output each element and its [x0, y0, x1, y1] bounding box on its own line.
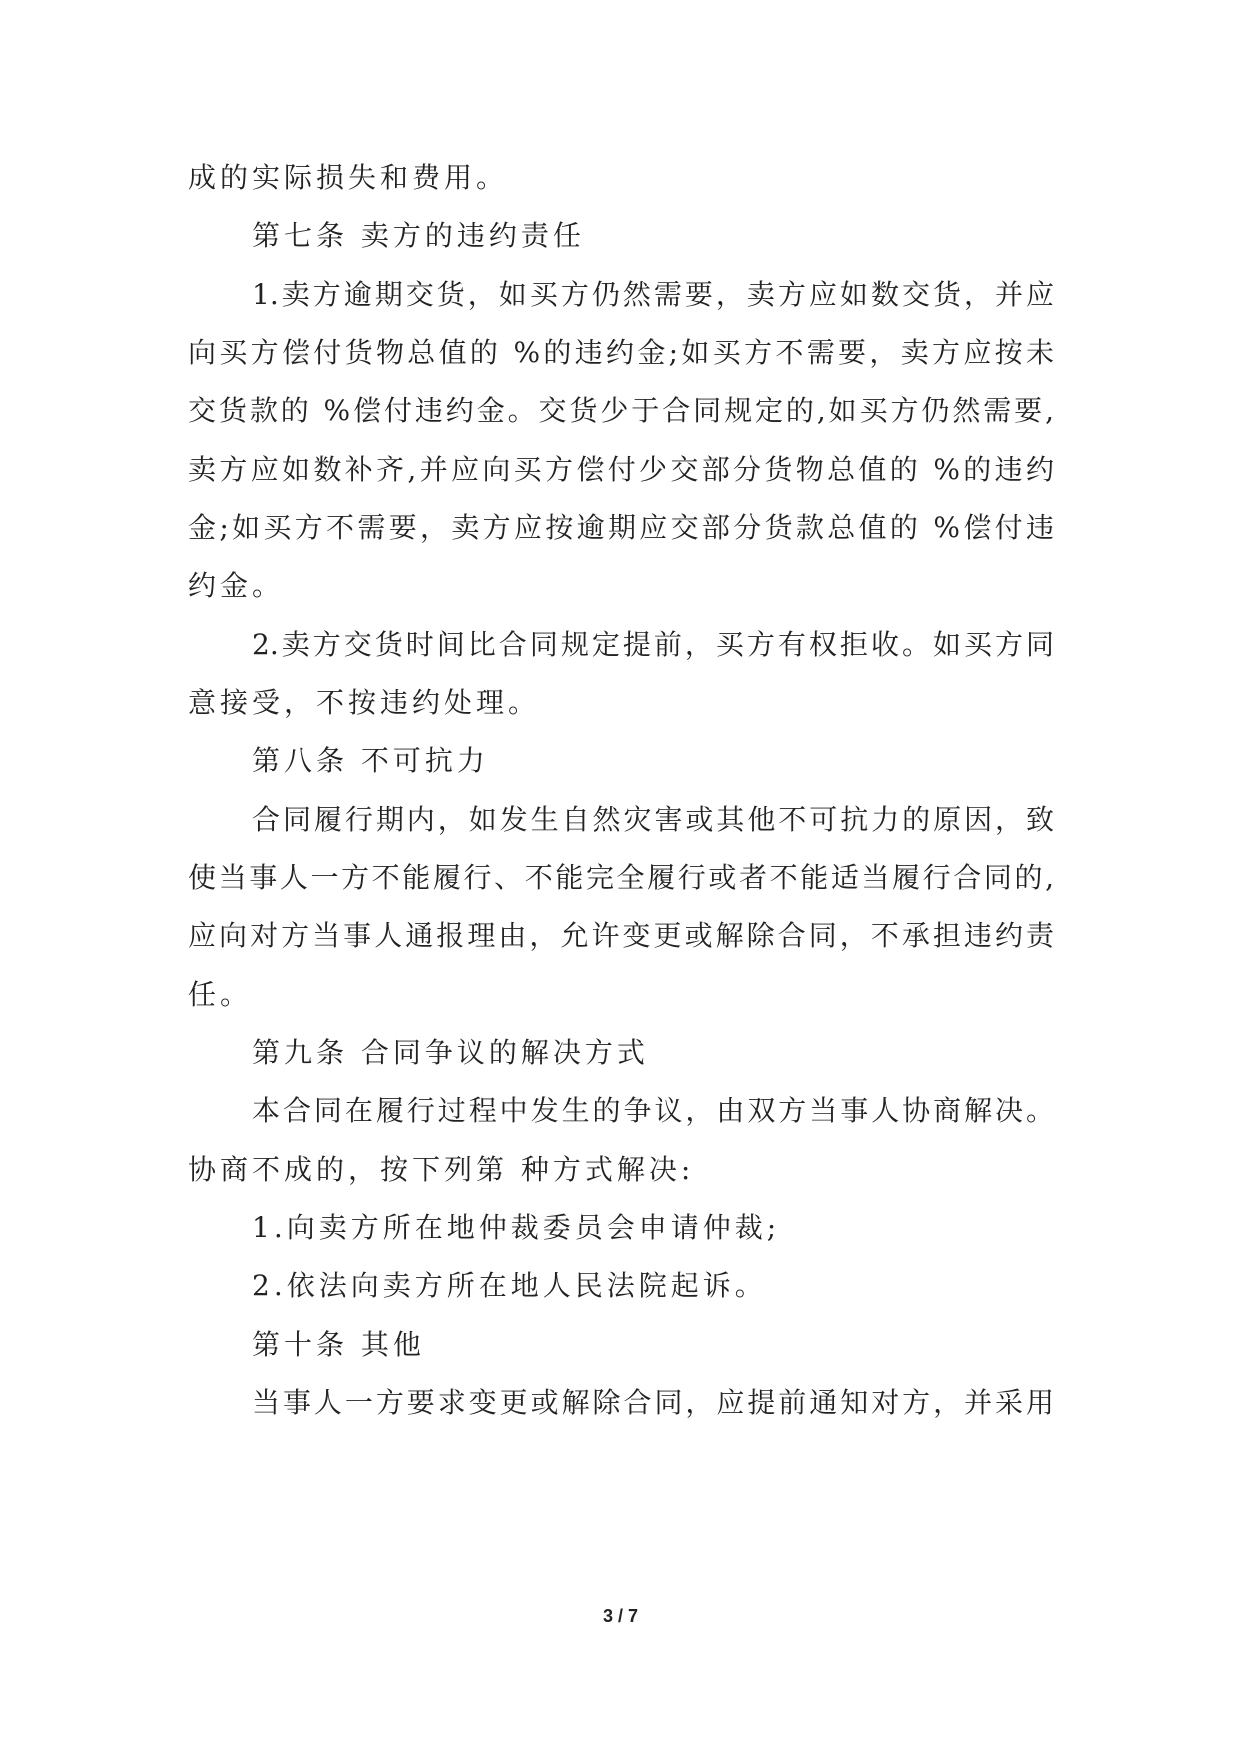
paragraph-line: 向买方偿付货物总值的 %的违约金;如买方不需要，卖方应按未: [188, 336, 1054, 369]
list-item: 2.依法向卖方所在地人民法院起诉。: [252, 1269, 767, 1302]
article-heading-7: 第七条 卖方的违约责任: [252, 219, 585, 252]
paragraph-line: 1.卖方逾期交货，如买方仍然需要，卖方应如数交货，并应: [252, 278, 1054, 311]
paragraph-line: 约金。: [188, 569, 285, 602]
article-heading-8: 第八条 不可抗力: [252, 744, 489, 777]
paragraph-line: 使当事人一方不能履行、不能完全履行或者不能适当履行合同的,: [188, 861, 1054, 894]
paragraph-line: 金;如买方不需要，卖方应按逾期应交部分货款总值的 %偿付违: [188, 511, 1054, 544]
paragraph-line: 成的实际损失和费用。: [188, 161, 509, 194]
article-heading-10: 第十条 其他: [252, 1328, 425, 1361]
paragraph-line: 合同履行期内，如发生自然灾害或其他不可抗力的原因，致: [252, 803, 1054, 836]
list-item: 1.向卖方所在地仲裁委员会申请仲裁;: [252, 1211, 781, 1244]
page-number: 3 / 7: [602, 1606, 639, 1626]
paragraph-line: 任。: [188, 978, 253, 1011]
paragraph-line: 2.卖方交货时间比合同规定提前，买方有权拒收。如买方同: [252, 628, 1054, 661]
paragraph-line: 意接受，不按违约处理。: [188, 686, 541, 719]
paragraph-line: 协商不成的，按下列第 种方式解决:: [188, 1153, 695, 1186]
paragraph-line: 交货款的 %偿付违约金。交货少于合同规定的,如买方仍然需要,: [188, 394, 1054, 427]
paragraph-line: 当事人一方要求变更或解除合同，应提前通知对方，并采用: [252, 1386, 1054, 1419]
article-heading-9: 第九条 合同争议的解决方式: [252, 1036, 649, 1069]
paragraph-line: 应向对方当事人通报理由，允许变更或解除合同，不承担违约责: [188, 919, 1054, 952]
paragraph-line: 卖方应如数补齐,并应向买方偿付少交部分货物总值的 %的违约: [188, 453, 1054, 486]
paragraph-line: 本合同在履行过程中发生的争议，由双方当事人协商解决。: [252, 1094, 1054, 1127]
